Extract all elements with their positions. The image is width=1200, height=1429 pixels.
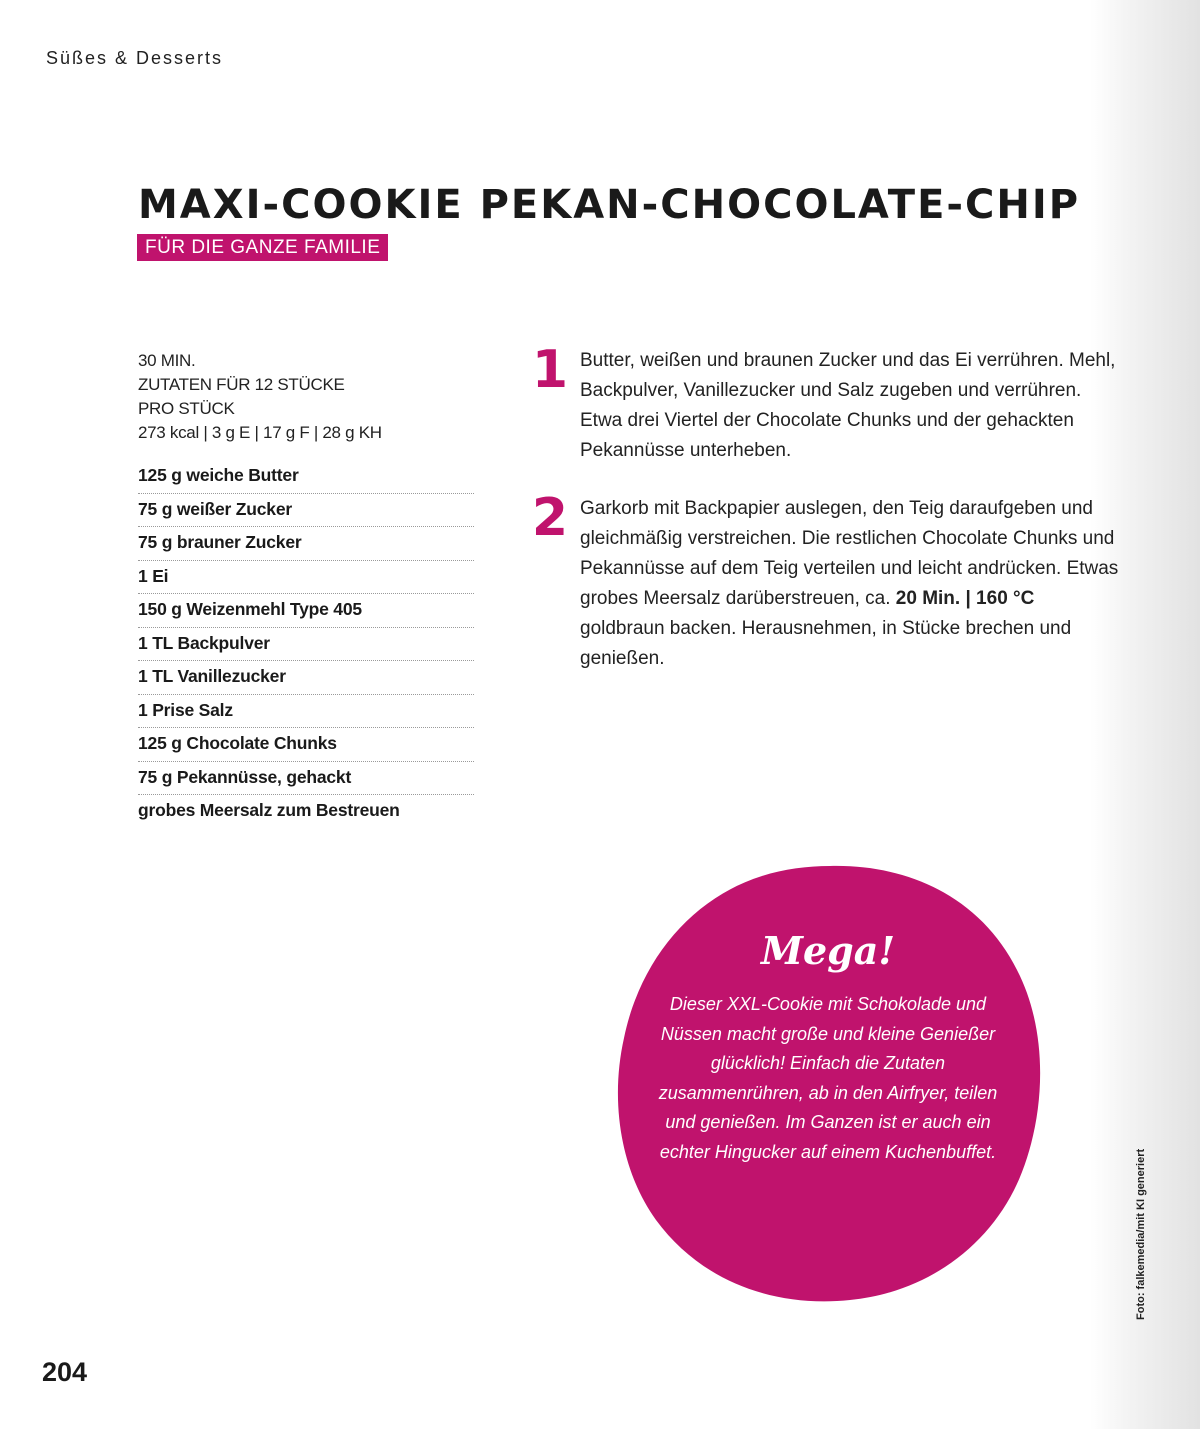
- ingredient-item: 1 TL Vanillezucker: [138, 661, 474, 695]
- section-label: Süßes & Desserts: [46, 48, 224, 68]
- ingredient-item: 75 g weißer Zucker: [138, 494, 474, 528]
- page-number: 204: [42, 1357, 88, 1387]
- photo-credit: Foto: falkemedia/mit KI generiert: [1135, 1148, 1147, 1320]
- recipe-title: MAXI-COOKIE PEKAN-CHOCOLATE-CHIP: [138, 182, 1081, 228]
- step-number: 1: [531, 340, 569, 400]
- audience-tag: FÜR DIE GANZE FAMILIE: [137, 234, 388, 261]
- baking-time-temp: 20 Min. | 160 °C: [895, 588, 1035, 609]
- ingredient-item: grobes Meersalz zum Bestreuen: [138, 800, 400, 820]
- ingredient-item: 1 TL Backpulver: [138, 628, 474, 662]
- prep-time: 30 MIN.: [138, 351, 196, 370]
- ingredient-item: 1 Ei: [138, 561, 474, 595]
- per-piece-label: PRO STÜCK: [138, 399, 235, 418]
- callout-circle: [612, 860, 1044, 1306]
- recipe-meta: [138, 349, 382, 445]
- ingredient-item: 125 g Chocolate Chunks: [138, 728, 474, 762]
- ingredient-item: 1 Prise Salz: [138, 695, 474, 729]
- callout-title: Mega!: [760, 928, 896, 973]
- nutrition-info: 273 kcal | 3 g E | 17 g F | 28 g KH: [138, 423, 382, 442]
- step-text: Butter, weißen und braunen Zucker und das Ei verrühren. Mehl, Backpulver, Vanillezucker und Salz zugeben und verrühren. Etwa drei Viertel der Chocolate Chunks und der gehackten Pekannüsse unterheben.: [580, 350, 1116, 461]
- step-text: [580, 494, 1120, 674]
- ingredient-item: 125 g weiche Butter: [138, 460, 474, 494]
- servings: ZUTATEN FÜR 12 STÜCKE: [138, 375, 345, 394]
- callout-text: Dieser XXL-Cookie mit Schokolade und Nüssen macht große und kleine Genießer glücklich! Einfach die Zutaten zusammenrühren, ab in den Airfryer, teilen und genießen. Im Ganzen ist er auch ein echter Hingucker auf einem Kuchenbuffet.: [658, 994, 998, 1162]
- step-number: 2: [531, 488, 569, 548]
- ingredient-item: 75 g Pekannüsse, gehackt: [138, 762, 474, 796]
- step-text-part: goldbraun backen. Herausnehmen, in Stücke brechen und genießen.: [580, 618, 1072, 669]
- ingredient-item: 75 g brauner Zucker: [138, 527, 474, 561]
- ingredient-item: 150 g Weizenmehl Type 405: [138, 594, 474, 628]
- ingredient-list: [138, 460, 474, 829]
- step-text-part: Garkorb mit Backpapier auslegen, den Teig daraufgeben und gleichmäßig verstreichen. Die restlichen Chocolate Chunks und Pekannüsse auf dem Teig verteilen und leicht andrücken. Etwas grobes Meersalz darüberstreuen, ca.: [580, 498, 1119, 609]
